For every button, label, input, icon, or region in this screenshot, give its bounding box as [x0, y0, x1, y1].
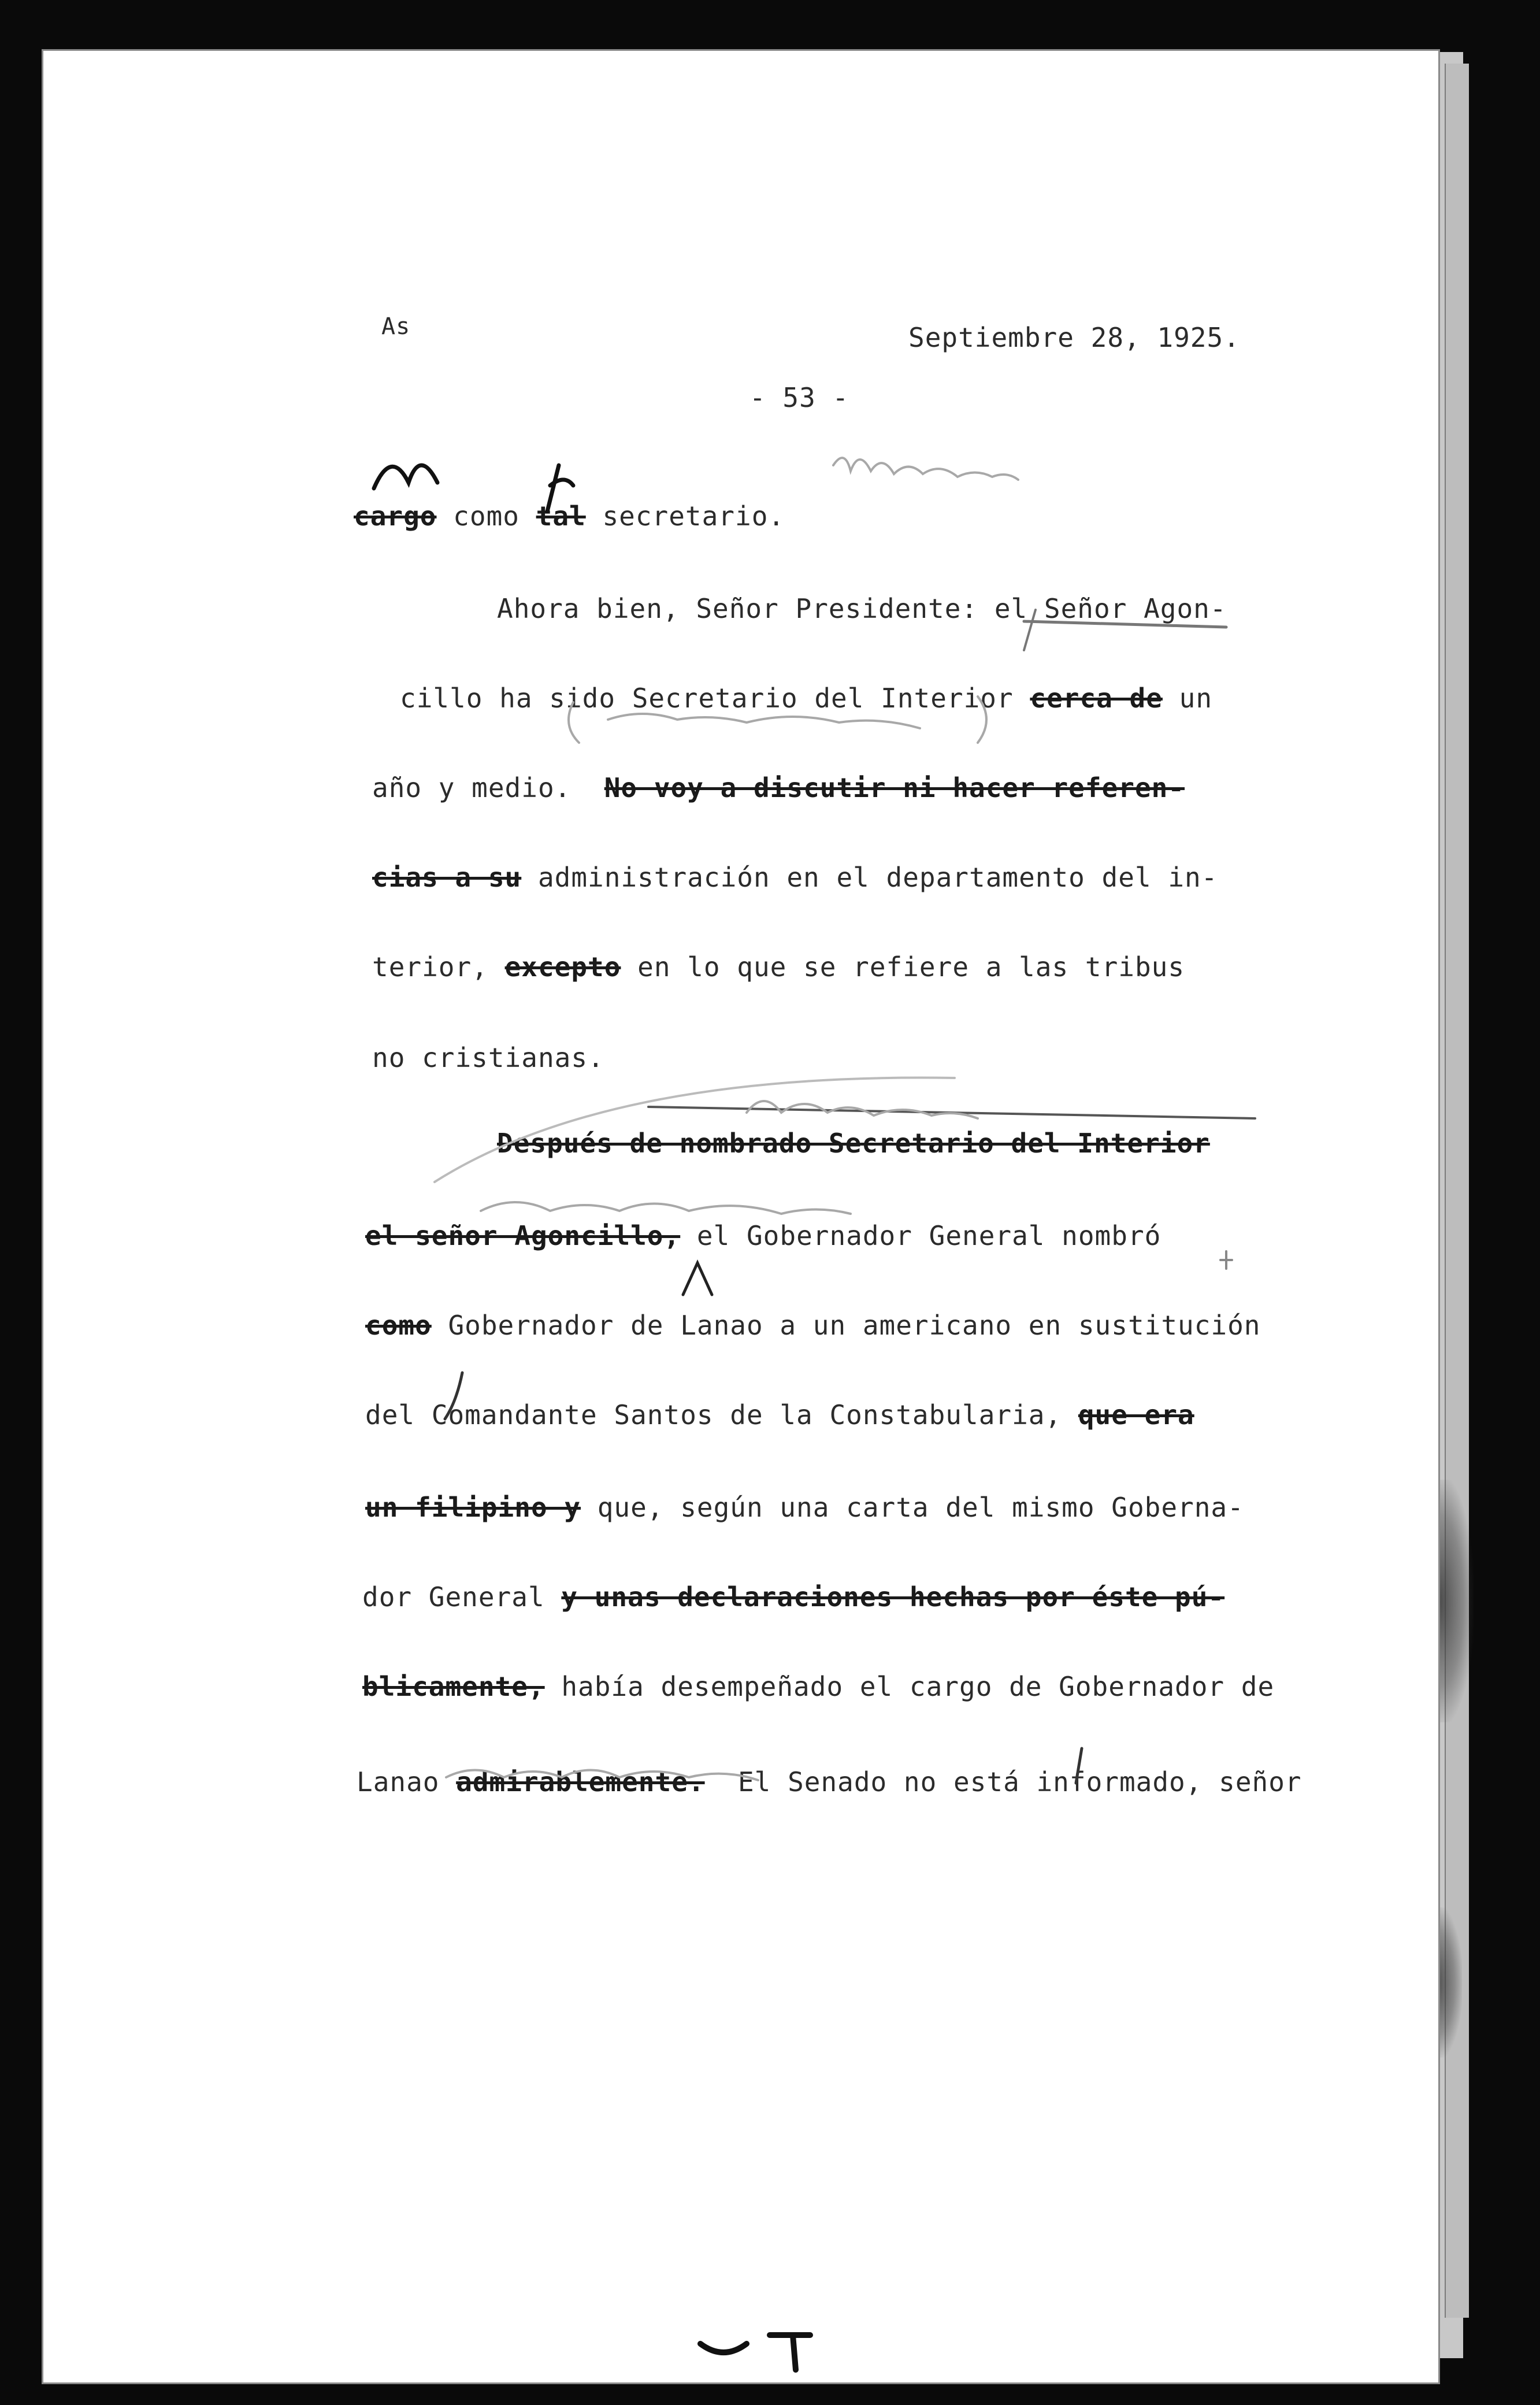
- struck-text: cerca de: [1030, 683, 1163, 714]
- typed-text: había desempeñado el cargo de Gobernador de: [544, 1671, 1275, 1702]
- typed-text: Lanao: [357, 1766, 457, 1798]
- typed-text: no cristianas.: [372, 1042, 604, 1073]
- document-page: [42, 49, 1440, 2384]
- typed-text: año y medio.: [372, 772, 604, 803]
- struck-text: tal: [536, 501, 586, 532]
- struck-text: el señor Agoncillo,: [365, 1220, 681, 1251]
- struck-text: cias a su: [372, 862, 522, 893]
- page-number: - 53 -: [749, 382, 849, 413]
- struck-text: cargo: [354, 501, 437, 532]
- struck-text: admirablemente.: [456, 1766, 705, 1798]
- typed-text: un: [1162, 683, 1213, 714]
- typed-text: secretario.: [585, 501, 785, 532]
- typed-text: como: [436, 501, 536, 532]
- struck-text: blicamente,: [362, 1671, 545, 1702]
- typed-text: del Comandante Santos de la Constabularia,: [365, 1399, 1078, 1431]
- typed-text: dor General: [362, 1581, 562, 1613]
- struck-text: No voy a discutir ni hacer referen-: [604, 772, 1185, 803]
- typed-text: terior,: [372, 951, 505, 983]
- typed-text: El Senado no está informado, señor: [704, 1766, 1302, 1798]
- typed-text: Gobernador de Lanao a un americano en sustitución: [431, 1310, 1261, 1341]
- struck-text: excepto: [504, 951, 621, 983]
- typed-text: Ahora bien, Señor Presidente: el Señor Agon-: [497, 593, 1227, 624]
- handwritten-annotations: [42, 49, 1440, 2384]
- document-date: Septiembre 28, 1925.: [908, 322, 1240, 353]
- struck-text: y unas declaraciones hechas por éste pú-: [561, 1581, 1225, 1613]
- struck-text: que era: [1078, 1399, 1194, 1431]
- struck-text: como: [365, 1310, 432, 1341]
- typed-text: que, según una carta del mismo Goberna-: [581, 1492, 1244, 1523]
- typed-text: cillo ha sido Secretario del Interior: [400, 683, 1030, 714]
- typed-text: el Gobernador General nombró: [680, 1220, 1162, 1251]
- struck-text: Después de nombrado Secretario del Interior: [497, 1128, 1210, 1159]
- typed-text: administración en el departamento del in-: [521, 862, 1218, 893]
- typist-initials: As: [381, 313, 411, 340]
- typed-text: en lo que se refiere a las tribus: [621, 951, 1185, 983]
- struck-text: un filipino y: [365, 1492, 581, 1523]
